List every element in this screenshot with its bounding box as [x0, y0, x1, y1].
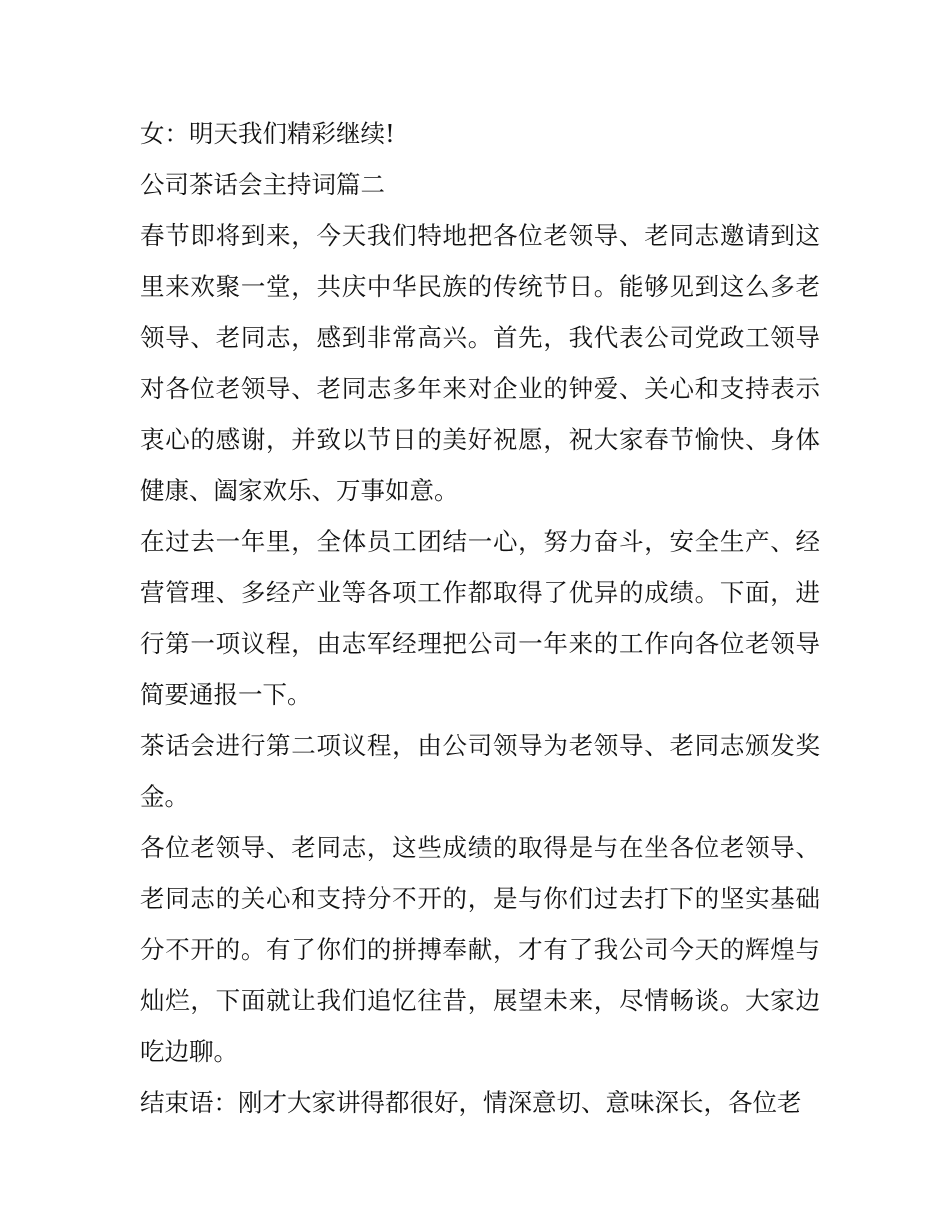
paragraph-opening: 春节即将到来，今天我们特地把各位老领导、老同志邀请到这里来欢聚一堂，共庆中华民族的传统节日。能够见到这么多老领导、老同志，感到非常高兴。首先，我代表公司党政工领导对各位老领导、老同志多年来对企业的钟爱、关心和支持表示衷心的感谢，并致以节日的美好祝愿，祝大家春节愉快、身体健康、阖家欢乐、万事如意。	[140, 221, 820, 505]
paragraph-achievements: 在过去一年里，全体员工团结一心，努力奋斗，安全生产、经营管理、多经产业等各项工作都取得了优异的成绩。下面，进行第一项议程，由志军经理把公司一年来的工作向各位老领导简要通报一下。	[140, 527, 820, 709]
paragraph-second-agenda: 茶话会进行第二项议程，由公司领导为老领导、老同志颁发奖金。	[140, 731, 820, 811]
paragraph-thanks: 各位老领导、老同志，这些成绩的取得是与在坐各位老领导、老同志的关心和支持分不开的，是与你们过去打下的坚实基础分不开的。有了你们的拼搏奉献，才有了我公司今天的辉煌与灿烂，下面就让我们追忆往昔，展望未来，尽情畅谈。大家边吃边聊。	[140, 833, 820, 1066]
paragraph-closing-remarks: 结束语：刚才大家讲得都很好，情深意切、意味深长，各位老	[140, 1088, 802, 1117]
document-body	[140, 108, 820, 1128]
closing-line: 女：明天我们精彩继续!	[140, 119, 395, 148]
section-title: 公司茶话会主持词篇二	[140, 170, 385, 199]
